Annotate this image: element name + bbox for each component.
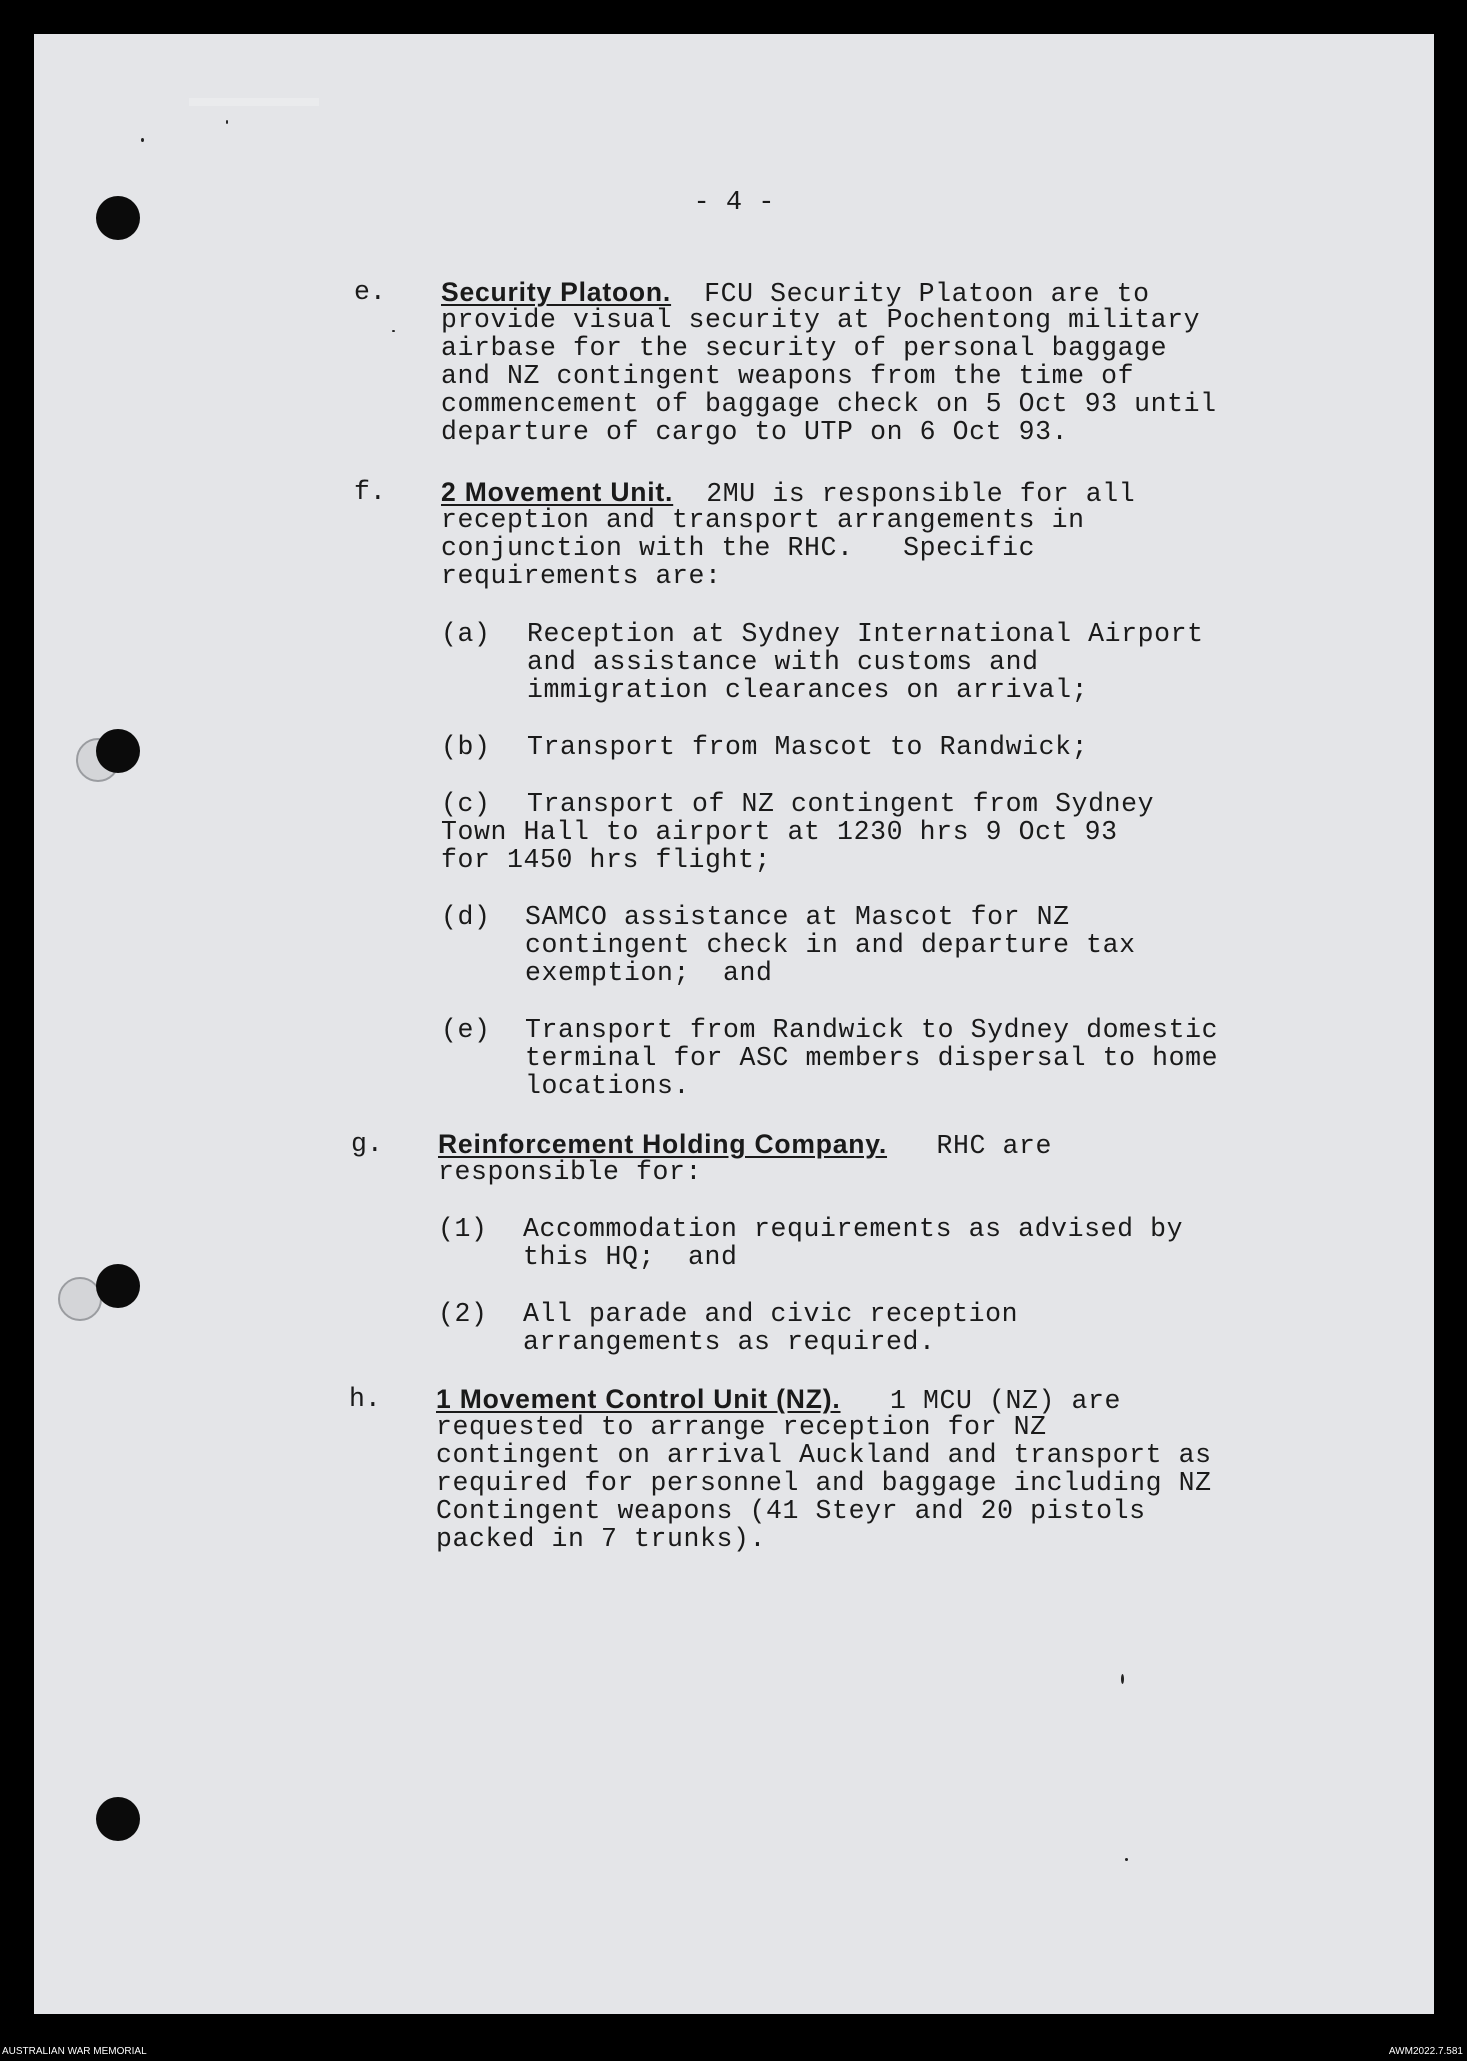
- scan-speck: [1125, 1858, 1128, 1861]
- sub-item-text: Accommodation requirements as advised by: [523, 1214, 1184, 1244]
- footer-right-label: AWM2022.7.581: [1388, 2046, 1463, 2057]
- item-letter: f.: [354, 477, 386, 507]
- item-text: packed in 7 trunks).: [436, 1524, 767, 1554]
- punch-hole: [96, 729, 140, 773]
- punch-hole: [96, 1264, 140, 1308]
- sub-item-text: arrangements as required.: [523, 1327, 936, 1357]
- scan-artifact: [189, 98, 319, 106]
- sub-item-label: (d): [441, 902, 491, 932]
- punch-hole: [96, 1797, 140, 1841]
- item-text: conjunction with the RHC. Specific: [441, 533, 1036, 563]
- sub-item-text: Transport from Randwick to Sydney domestic: [525, 1015, 1219, 1045]
- item-text: 1 MCU (NZ) are: [840, 1386, 1122, 1416]
- item-text: RHC are: [887, 1131, 1053, 1161]
- item-text: contingent on arrival Auckland and transport as: [436, 1440, 1212, 1470]
- sub-item-text: contingent check in and departure tax: [525, 930, 1136, 960]
- scan-speck: [392, 330, 395, 332]
- item-heading: 2 Movement Unit.: [441, 477, 674, 507]
- item-letter: g.: [351, 1129, 383, 1159]
- item-text: reception and transport arrangements in: [441, 505, 1085, 535]
- item-text: and NZ contingent weapons from the time of: [441, 361, 1135, 391]
- sub-item-text: locations.: [525, 1071, 691, 1101]
- item-text: required for personnel and baggage including NZ: [436, 1468, 1212, 1498]
- item-first-line: [438, 1130, 1052, 1160]
- footer-left-label: AUSTRALIAN WAR MEMORIAL: [2, 2046, 147, 2057]
- sub-item-text: and assistance with customs and: [527, 647, 1039, 677]
- sub-item-label: (a): [441, 619, 491, 649]
- sub-item-text: Reception at Sydney International Airport: [527, 619, 1204, 649]
- scan-speck: [1121, 1674, 1124, 1684]
- sub-item-text: this HQ; and: [523, 1242, 738, 1272]
- item-text: FCU Security Platoon are to: [671, 279, 1150, 309]
- item-text: provide visual security at Pochentong military: [441, 305, 1201, 335]
- scan-speck: [226, 120, 228, 124]
- sub-item-label: (e): [441, 1015, 491, 1045]
- sub-item-label: (b): [441, 732, 491, 762]
- sub-item-text: terminal for ASC members dispersal to home: [525, 1043, 1219, 1073]
- item-first-line: [441, 478, 1135, 508]
- sub-item-text: immigration clearances on arrival;: [527, 675, 1089, 705]
- item-text: responsible for:: [438, 1157, 703, 1187]
- sub-item-text: SAMCO assistance at Mascot for NZ: [525, 902, 1070, 932]
- item-heading: Security Platoon.: [441, 277, 672, 307]
- item-text: requirements are:: [441, 561, 722, 591]
- item-first-line: [441, 278, 1150, 308]
- sub-item-text: Transport from Mascot to Randwick;: [527, 732, 1089, 762]
- sub-item-label: (2): [438, 1299, 488, 1329]
- sub-item-text: exemption; and: [525, 958, 773, 988]
- item-heading: Reinforcement Holding Company.: [438, 1129, 888, 1159]
- sub-item-text: Transport of NZ contingent from Sydney: [527, 789, 1155, 819]
- item-text: departure of cargo to UTP on 6 Oct 93.: [441, 417, 1069, 447]
- item-text: 2MU is responsible for all: [673, 479, 1136, 509]
- item-text: requested to arrange reception for NZ: [436, 1412, 1047, 1442]
- sub-item-text: Town Hall to airport at 1230 hrs 9 Oct 93: [441, 817, 1118, 847]
- item-text: airbase for the security of personal baggage: [441, 333, 1168, 363]
- sub-item-label: (c): [441, 789, 491, 819]
- page-number: - 4 -: [693, 188, 775, 218]
- item-first-line: [436, 1385, 1121, 1415]
- sub-item-label: (1): [438, 1214, 488, 1244]
- sub-item-text: for 1450 hrs flight;: [441, 845, 772, 875]
- item-letter: e.: [354, 277, 386, 307]
- item-heading: 1 Movement Control Unit (NZ).: [436, 1384, 841, 1414]
- item-letter: h.: [349, 1384, 381, 1414]
- item-text: Contingent weapons (41 Steyr and 20 pistols: [436, 1496, 1146, 1526]
- scan-speck: [141, 138, 144, 142]
- sub-item-text: All parade and civic reception: [523, 1299, 1019, 1329]
- item-text: commencement of baggage check on 5 Oct 93 until: [441, 389, 1217, 419]
- document-page: [34, 34, 1434, 2014]
